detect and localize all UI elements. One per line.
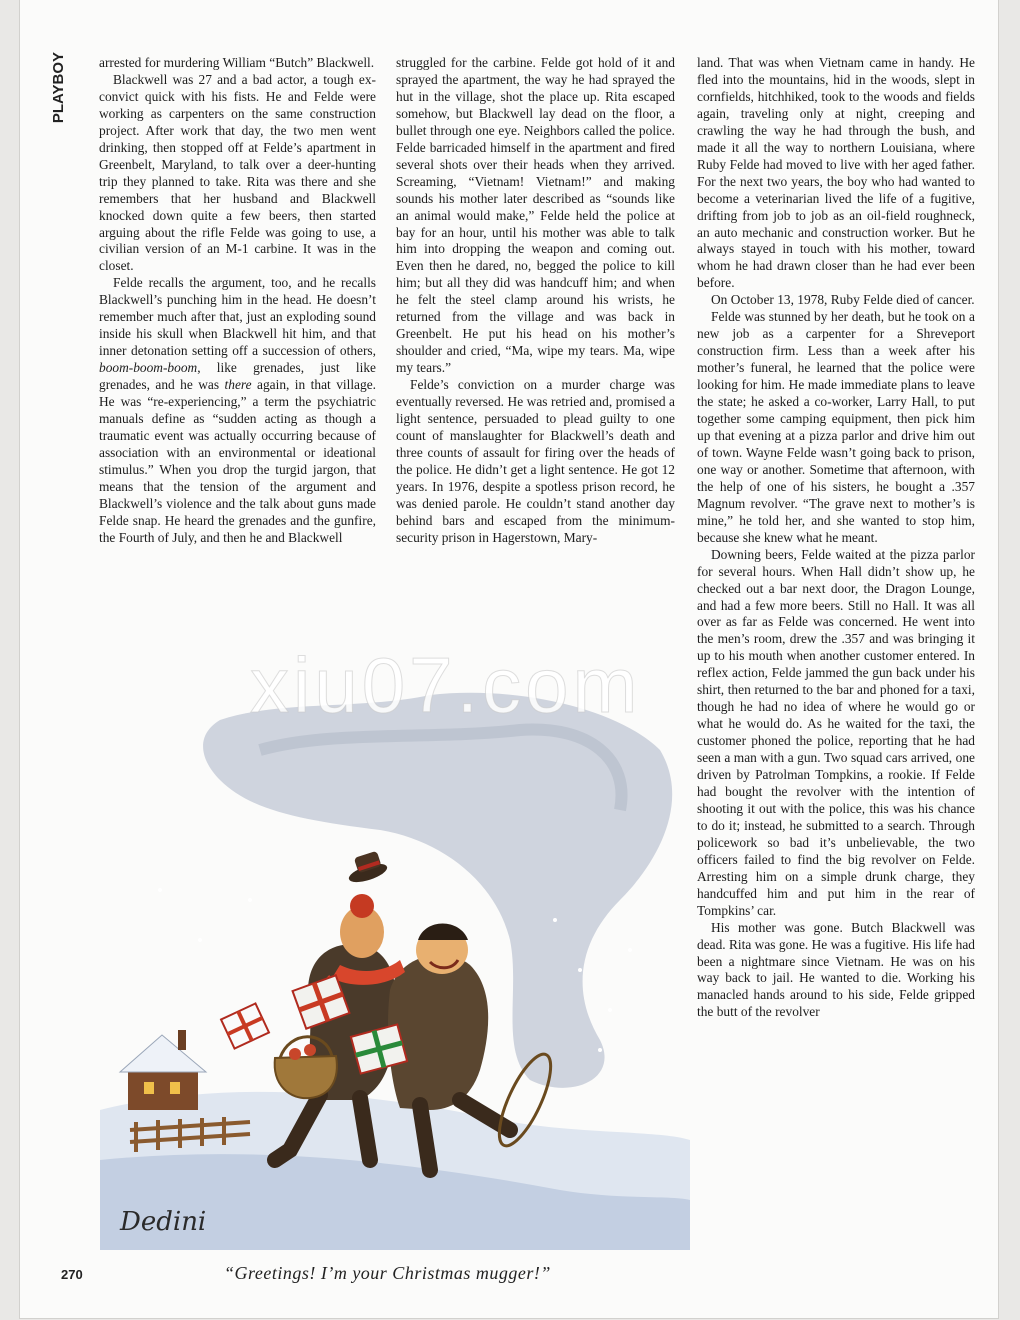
- italic-text: there: [224, 377, 252, 393]
- basket: [275, 1037, 337, 1098]
- paragraph: arrested for murdering William “Butch” Blackwell.: [99, 55, 375, 70]
- paragraph: His mother was gone. Butch Blackwell was dead. Rita was gone. He was a fugitive. His life had been a nightmare since Vietnam. He was on his way back to jail. He wanted to die. Working his manacled hands around to his side, Felde gripped the butt of the revolver: [697, 919, 975, 1020]
- masthead-playboy: PLAYBOY: [50, 52, 67, 124]
- page-number: 270: [61, 1267, 83, 1282]
- paragraph: struggled for the carbine. Felde got hold of it and sprayed the apartment, the way he had sprayed the hut in the village, shot the place up. Rita escaped somehow, but Blackwell lay dead on the floor, a bullet through one eye. Neighbors called the police. Felde barricaded himself in the apartment and fired several shots over their heads when they arrived. Screaming, “Vietnam! Vietnam!” and making sounds his mother later described as “sounds like an animal would make,” Felde held the police at bay for an hour, until his mother was able to talk him into dropping the weapon and coming out. Even then he dared, no, begged the police to kill him; but all they did was handcuff him; and when he felt the steel clamp around his wrists, he returned from the village and was back in Greenbelt. He put his head on his mother’s shoulder and cried, “Ma, wipe my tears. Ma, wipe my tears.”: [396, 55, 675, 376]
- magazine-page: [20, 0, 998, 1318]
- artist-signature: Dedini: [120, 1207, 207, 1237]
- paragraph: Downing beers, Felde waited at the pizza parlor for several hours. When Hall didn’t show up, he checked out a bar next door, the Dragon Lounge, and had a few more beers. Still no Hall. It was all over as far as Felde was concerned. He went into the men’s room, drew the .357 and was bringing it up to his mouth when another customer entered. In reflex action, Felde jammed the gun back under his shirt, then returned to the bar and phoned for a taxi, though he had no idea of where he would go or what he would do. As he waited for the taxi, the customer phoned the police, reporting that he had seen a man with a gun. Two squad cars arrived, one driven by Patrolman Tompkins, a rookie. If Felde had bought the revolver with the intention of shooting it out with the police, this was his chance to do it; instead, he submitted to a search. Through policework so bad it’s unbelievable, the two officers failed to find the big revolver on Felde. Arresting him on a simple drunk charge, they handcuffed him and put him in the rear of Tompkins’ car.: [697, 546, 975, 918]
- snowy-house: [120, 1030, 206, 1110]
- text-run: Felde recalls the argument, too, and he recalls Blackwell’s punching him in the head. He doesn’t remember much after that, just an exploding sound inside his skull when Blackwell hit him, and that inner detonation setting off a succession of others,: [99, 275, 376, 359]
- text-run: again, in that village. He was “re-experiencing,” a term the psychiatric manuals define as “sudden acting as though a traumatic event was actually occurring because of association with an environmental or ideational stimulus.” When you drop the turgid jargon, that means that the tension of the argument and Blackwell’s violence and the talk about guns made Felde snap. He heard the grenades and the gunfire, the Fourth of July, and then he and Blackwell: [99, 377, 376, 545]
- text-run: , like grenades, just like grenades, and he was: [99, 360, 376, 393]
- cartoon-illustration: [100, 690, 690, 1250]
- paragraph: Blackwell was 27 and a bad actor, a tough ex-convict quick with his fists. He and Felde were working as carpenters on the same construction project. After work that day, the two men went drinking, then stopped off at Felde’s apartment in Greenbelt, Maryland, to talk over a deer-hunting trip they planned to take. Rita was there and she remembers that her husband and Blackwell knocked down quite a few beers, then started arguing about the rifle Felde was going to use, a civilian version of an M-1 carbine. It was in the closet.: [99, 71, 376, 274]
- italic-text: boom-boom-boom: [99, 360, 198, 376]
- paragraph: Felde was stunned by her death, but he took on a new job as a carpenter for a Shreveport construction firm. Less than a week after his mother’s funeral, he learned that the police were looking for him. He made immediate plans to leave the state; he asked a co-worker, Larry Hall, to put together some camping equipment, then pick him up that evening at a pizza parlor and drive him out of town. Wayne Felde wasn’t going back to prison, one way or another. Sometime that afternoon, with the help of one of his sisters, he bought a .357 Magnum revolver. “The grave next to mother’s is mine,” he told her, and she wanted to stop him, because she knew what he meant.: [697, 309, 975, 545]
- paragraph: Felde’s conviction on a murder charge was eventually reversed. He was retried and, promised a light sentence, persuaded to plead guilty to one count of manslaughter for Blackwell’s death and three counts of assault for firing over the heads of the police. He didn’t get a light sentence. He got 12 years. In 1976, despite a spotless prison record, he was denied parole. He couldn’t stand another day behind bars and escaped from the minimum-security prison in Hagerstown, Mary-: [396, 377, 675, 545]
- article-column-2: [396, 55, 675, 547]
- watermark: xiu07.com: [250, 641, 642, 729]
- article-column-1: [99, 55, 376, 547]
- article-column-3: [697, 55, 975, 1285]
- paragraph: On October 13, 1978, Ruby Felde died of cancer.: [711, 292, 975, 308]
- paragraph: [99, 275, 376, 546]
- cartoon-caption: “Greetings! I’m your Christmas mugger!”: [224, 1263, 551, 1283]
- paragraph: land. That was when Vietnam came in handy. He fled into the mountains, hid in the woods, slept in cornfields, hitchhiked, took to the woods and fields again, traveling only at night, creeping and crawling the way he had through the bush, and made it all the way to northern Louisiana, where Ruby Felde had moved to live with her aged father. For the next two years, the boy who had wanted to become a veterinarian lived the life of a fugitive, drifting from job to job as an oil-field roughneck, an auto mechanic and construction worker. But he always stayed in touch with his mother, toward whom he had drawn closer than he had ever been before.: [697, 55, 975, 291]
- flying-hat: [347, 851, 389, 886]
